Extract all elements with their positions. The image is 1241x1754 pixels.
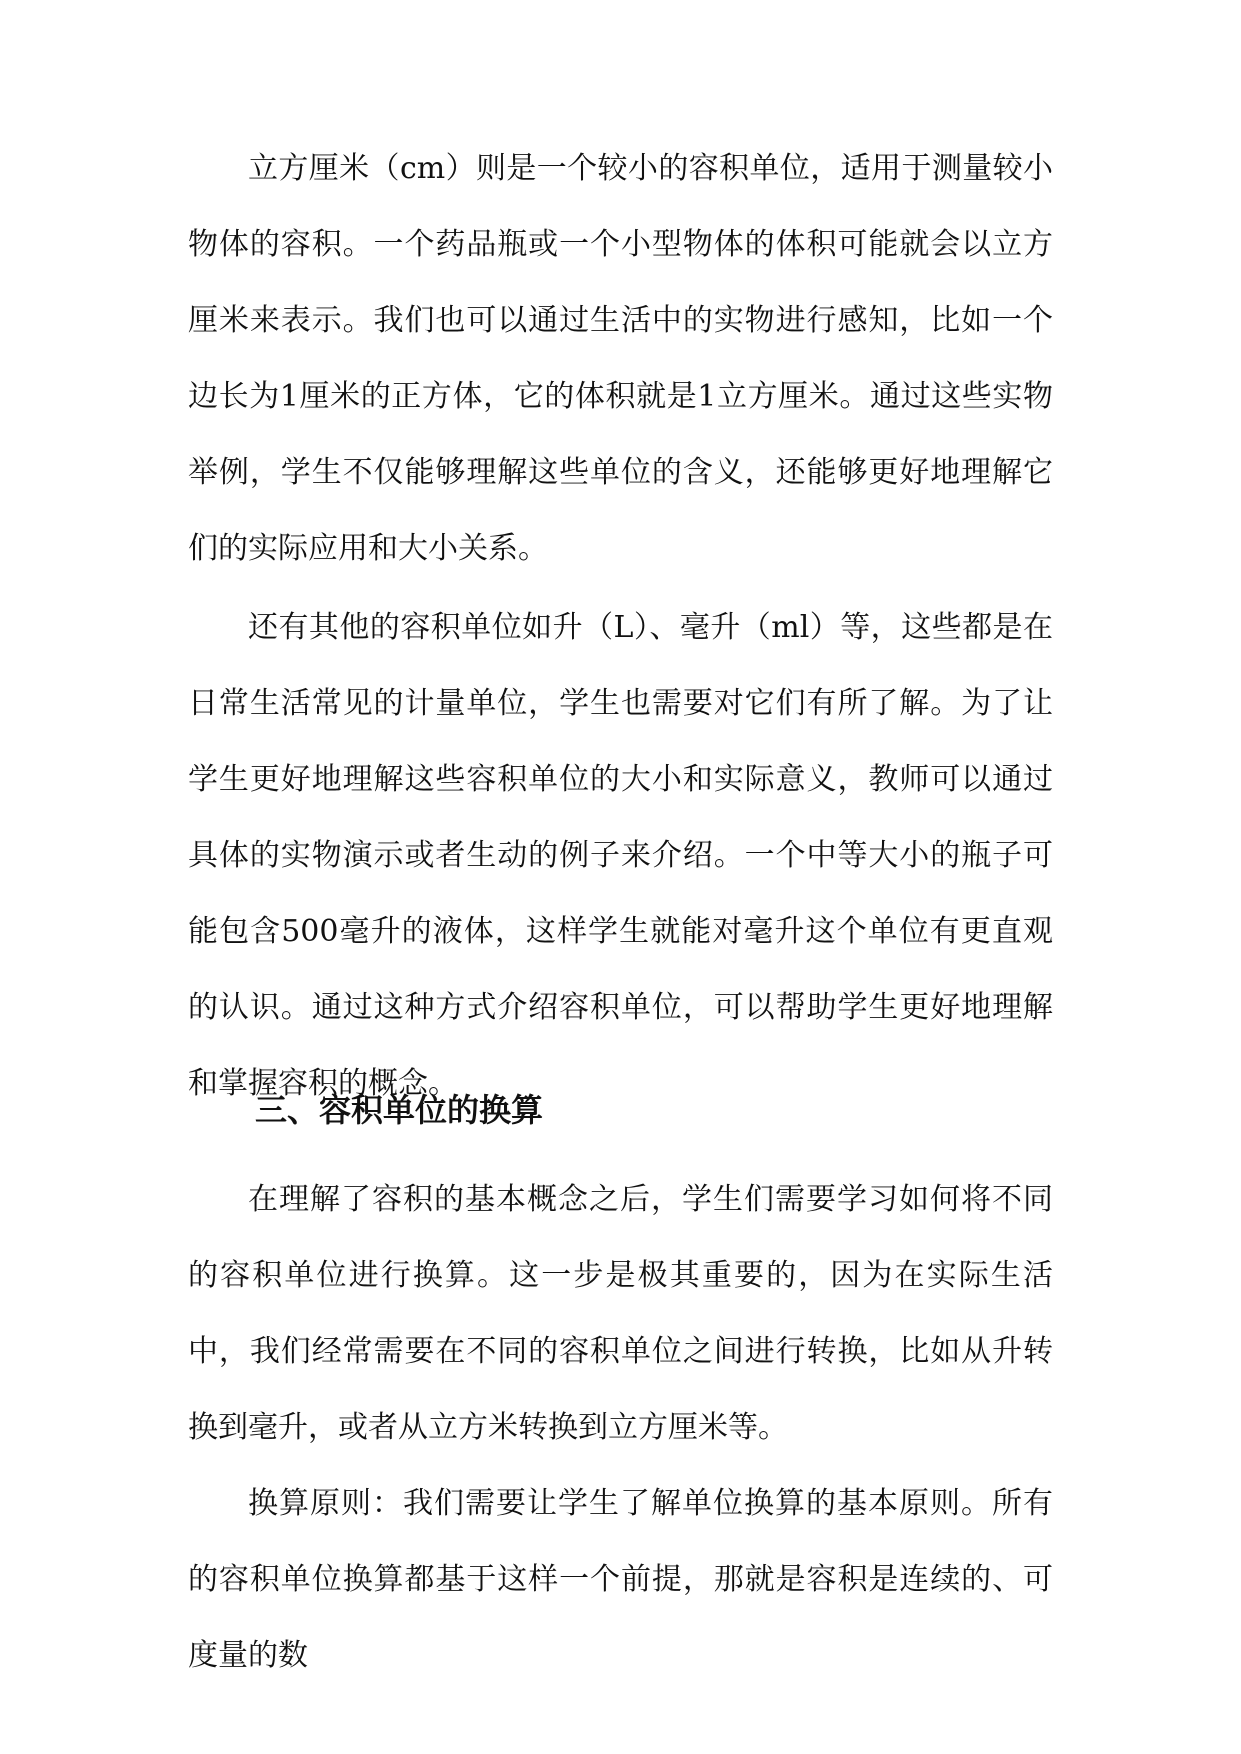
paragraph-liter-milliliter: 还有其他的容积单位如升（L）、毫升（ml）等，这些都是在日常生活常见的计量单位，学生也需要对它们有所了解。为了让学生更好地理解这些容积单位的大小和实际意义，教师可以通过具体的实物演示或者生动的例子来介绍。一个中等大小的瓶子可能包含500毫升的液体，这样学生就能对毫升这个单位有更直观的认识。通过这种方式介绍容积单位，可以帮助学生更好地理解和掌握容积的概念。	[188, 610, 1053, 1101]
paragraph-conversion-principle: 换算原则：我们需要让学生了解单位换算的基本原则。所有的容积单位换算都基于这样一个前提，那就是容积是连续的、可度量的数	[188, 1486, 1053, 1673]
paragraph-cubic-centimeter: 立方厘米（cm）则是一个较小的容积单位，适用于测量较小物体的容积。一个药品瓶或一个小型物体的体积可能就会以立方厘米来表示。我们也可以通过生活中的实物进行感知，比如一个边长为1厘米的正方体，它的体积就是1立方厘米。通过这些实物举例，学生不仅能够理解这些单位的含义，还能够更好地理解它们的实际应用和大小关系。	[188, 151, 1053, 566]
paragraph-conversion-intro: 在理解了容积的基本概念之后，学生们需要学习如何将不同的容积单位进行换算。这一步是极其重要的，因为在实际生活中，我们经常需要在不同的容积单位之间进行转换，比如从升转换到毫升，或者从立方米转换到立方厘米等。	[188, 1182, 1053, 1445]
section-heading: 三、容积单位的换算	[255, 1091, 544, 1129]
